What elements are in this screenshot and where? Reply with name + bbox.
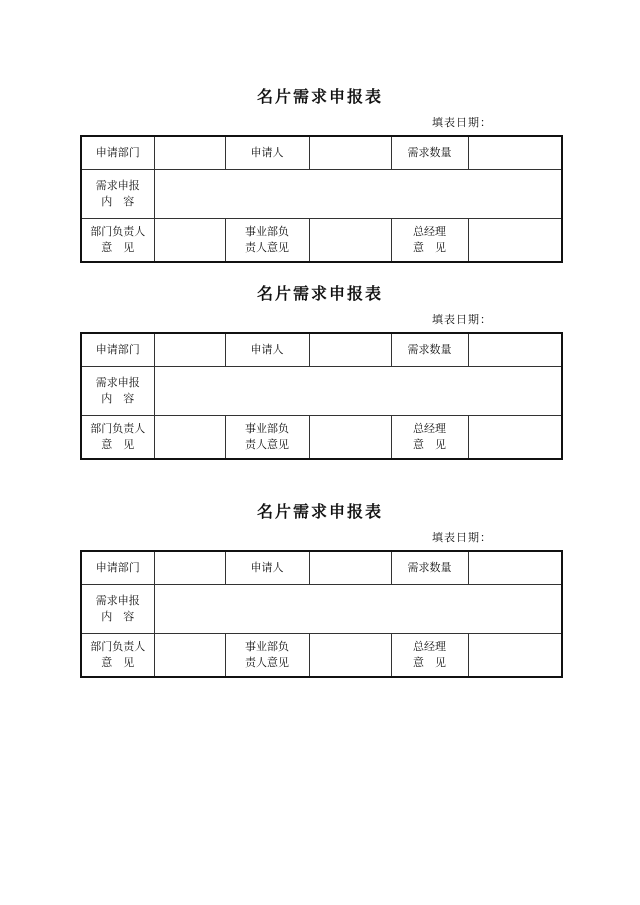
content-label-line1: 需求申报: [95, 594, 140, 607]
dept-head-opinion-cell[interactable]: [154, 416, 225, 460]
content-input-cell[interactable]: [154, 367, 562, 416]
dept-head-line2: 意 见: [101, 241, 135, 254]
quantity-label: 需求数量: [391, 551, 468, 585]
content-input-cell[interactable]: [154, 170, 562, 219]
gm-line2: 意 见: [413, 656, 446, 669]
dept-head-line1: 部门负责人: [90, 225, 146, 238]
dept-head-label: [81, 219, 154, 263]
bu-head-line1: 事业部负: [245, 640, 289, 653]
gm-line2: 意 见: [413, 241, 446, 254]
request-table: [80, 332, 563, 460]
gm-line1: 总经理: [413, 422, 446, 435]
bu-head-opinion-cell[interactable]: [309, 416, 391, 460]
quantity-label: 需求数量: [391, 333, 468, 367]
dept-head-label: [81, 634, 154, 678]
content-label: [81, 585, 154, 634]
applicant-input-cell[interactable]: [309, 136, 391, 170]
bu-head-opinion-cell[interactable]: [309, 219, 391, 263]
content-label-line1: 需求申报: [95, 179, 140, 192]
gm-opinion-cell[interactable]: [468, 634, 562, 678]
applicant-label: 申请人: [225, 551, 309, 585]
dept-head-opinion-cell[interactable]: [154, 219, 225, 263]
dept-head-line1: 部门负责人: [90, 422, 146, 435]
content-label-line2: 内 容: [101, 195, 135, 208]
fill-date-label: 填表日期：: [432, 313, 492, 326]
gm-label: [391, 219, 468, 263]
gm-opinion-cell[interactable]: [468, 416, 562, 460]
form-title: 名片需求申报表: [256, 502, 383, 521]
dept-input-cell[interactable]: [154, 551, 225, 585]
bu-head-line2: 责人意见: [245, 656, 289, 669]
quantity-input-cell[interactable]: [468, 551, 562, 585]
dept-head-line1: 部门负责人: [90, 640, 146, 653]
dept-label: 申请部门: [81, 333, 154, 367]
bu-head-opinion-cell[interactable]: [309, 634, 391, 678]
form-title: 名片需求申报表: [256, 87, 383, 106]
request-table: [80, 135, 563, 263]
bu-head-label: [225, 219, 309, 263]
gm-line1: 总经理: [413, 225, 446, 238]
content-label-line1: 需求申报: [95, 376, 140, 389]
dept-head-label: [81, 416, 154, 460]
bu-head-line2: 责人意见: [245, 438, 289, 451]
dept-head-line2: 意 见: [101, 656, 135, 669]
bu-head-line1: 事业部负: [245, 422, 289, 435]
dept-input-cell[interactable]: [154, 136, 225, 170]
dept-head-opinion-cell[interactable]: [154, 634, 225, 678]
bu-head-line2: 责人意见: [245, 241, 289, 254]
bu-head-label: [225, 416, 309, 460]
gm-line1: 总经理: [413, 640, 446, 653]
bu-head-line1: 事业部负: [245, 225, 289, 238]
dept-label: 申请部门: [81, 136, 154, 170]
applicant-label: 申请人: [225, 136, 309, 170]
applicant-input-cell[interactable]: [309, 333, 391, 367]
gm-label: [391, 416, 468, 460]
request-table: [80, 550, 563, 678]
dept-input-cell[interactable]: [154, 333, 225, 367]
dept-label: 申请部门: [81, 551, 154, 585]
fill-date-label: 填表日期：: [432, 531, 492, 544]
quantity-label: 需求数量: [391, 136, 468, 170]
applicant-input-cell[interactable]: [309, 551, 391, 585]
content-label: [81, 367, 154, 416]
quantity-input-cell[interactable]: [468, 333, 562, 367]
fill-date-label: 填表日期：: [432, 116, 492, 129]
content-label-line2: 内 容: [101, 392, 135, 405]
gm-opinion-cell[interactable]: [468, 219, 562, 263]
bu-head-label: [225, 634, 309, 678]
content-label: [81, 170, 154, 219]
gm-label: [391, 634, 468, 678]
form-title: 名片需求申报表: [256, 284, 383, 303]
gm-line2: 意 见: [413, 438, 446, 451]
content-label-line2: 内 容: [101, 610, 135, 623]
content-input-cell[interactable]: [154, 585, 562, 634]
dept-head-line2: 意 见: [101, 438, 135, 451]
applicant-label: 申请人: [225, 333, 309, 367]
quantity-input-cell[interactable]: [468, 136, 562, 170]
